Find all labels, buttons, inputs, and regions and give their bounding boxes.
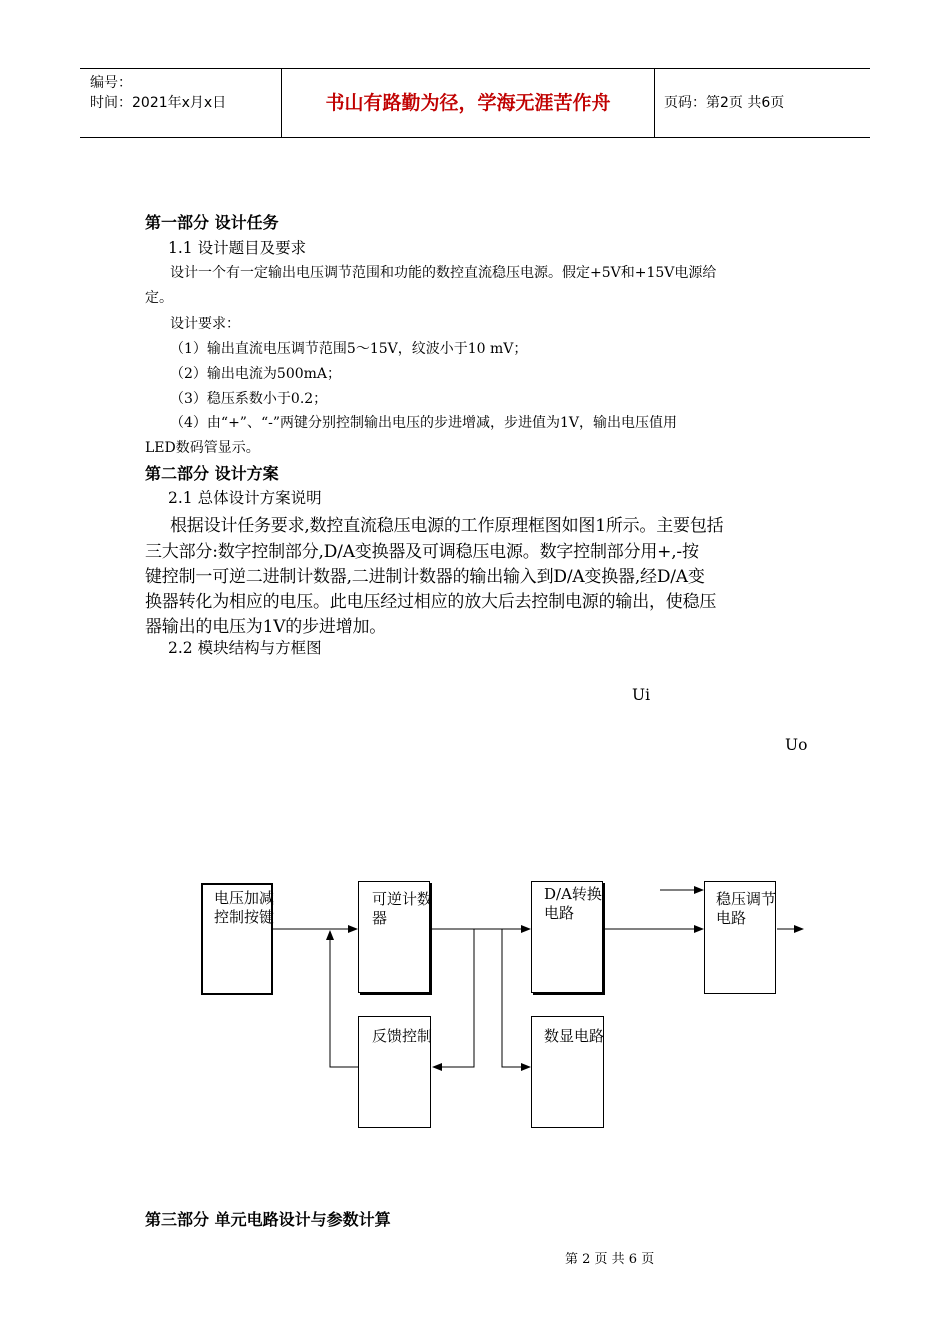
section-2-1-heading: 2.1 总体设计方案说明 bbox=[168, 489, 322, 507]
requirements-label: 设计要求： bbox=[170, 316, 240, 332]
paragraph-line: 三大部分:数字控制部分,D/A变换器及可调稳压电源。数字控制部分用+,-按 bbox=[145, 542, 699, 562]
time-label: 时间：2021年x月x日 bbox=[90, 95, 227, 111]
section-2-2-heading: 2.2 模块结构与方框图 bbox=[168, 639, 322, 657]
intro-line-1: 设计一个有一定输出电压调节范围和功能的数控直流稳压电源。假定+5V和+15V电源给 bbox=[170, 265, 717, 281]
block-display-label: 数显电路 bbox=[544, 1027, 605, 1045]
uo-label: Uo bbox=[785, 736, 808, 754]
part1-title: 第一部分 设计任务 bbox=[145, 213, 279, 232]
wire-branch-to-display bbox=[502, 929, 530, 1067]
block-counter-label: 可逆计数器 bbox=[372, 890, 433, 927]
block-dac bbox=[531, 881, 603, 993]
block-counter bbox=[358, 881, 433, 993]
header-page-info: 页码：第2页 共6页 bbox=[664, 95, 785, 111]
block-regulator bbox=[704, 881, 776, 994]
requirement-4-line-1: （4）由“+”、“-”两键分别控制输出电压的步进增减，步进值为1V，输出电压值用 bbox=[170, 415, 678, 431]
part2-title: 第二部分 设计方案 bbox=[145, 464, 279, 483]
block-buttons-label: 电压加减控制按键 bbox=[214, 889, 275, 926]
block-feedback-label: 反馈控制 bbox=[372, 1027, 433, 1045]
paragraph-line: 器输出的电压为1V的步进增加。 bbox=[145, 617, 387, 637]
paragraph-line: 换器转化为相应的电压。此电压经过相应的放大后去控制电源的输出，使稳压 bbox=[145, 592, 717, 612]
paragraph-line: 根据设计任务要求,数控直流稳压电源的工作原理框图如图1所示。主要包括 bbox=[170, 516, 724, 536]
block-regulator-label: 稳压调节电路 bbox=[716, 890, 777, 927]
requirement-2: （2）输出电流为500mA； bbox=[170, 366, 342, 382]
paragraph-line: 键控制一可逆二进制计数器,二进制计数器的输出输入到D/A变换器,经D/A变 bbox=[145, 567, 705, 587]
block-feedback bbox=[358, 1016, 431, 1128]
wire-feedback-return bbox=[330, 931, 358, 1067]
ui-label: Ui bbox=[632, 686, 651, 704]
block-dac-label: D/A转换电路 bbox=[544, 885, 602, 922]
header-motto: 书山有路勤为径，学海无涯苦作舟 bbox=[282, 69, 655, 137]
part3-title: 第三部分 单元电路设计与参数计算 bbox=[145, 1210, 391, 1229]
wire-branch-to-feedback bbox=[433, 929, 474, 1067]
requirement-4-line-2: LED数码管显示。 bbox=[145, 440, 260, 456]
number-label: 编号： bbox=[90, 75, 132, 91]
page-footer: 第 2 页 共 6 页 bbox=[565, 1252, 655, 1267]
intro-line-2: 定。 bbox=[145, 290, 173, 306]
block-buttons bbox=[201, 883, 273, 995]
section-1-1-heading: 1.1 设计题目及要求 bbox=[168, 239, 307, 257]
block-display bbox=[531, 1016, 604, 1128]
requirement-1: （1）输出直流电压调节范围5～15V，纹波小于10 mV； bbox=[170, 341, 528, 357]
requirement-3: （3）稳压系数小于0.2； bbox=[170, 391, 328, 407]
